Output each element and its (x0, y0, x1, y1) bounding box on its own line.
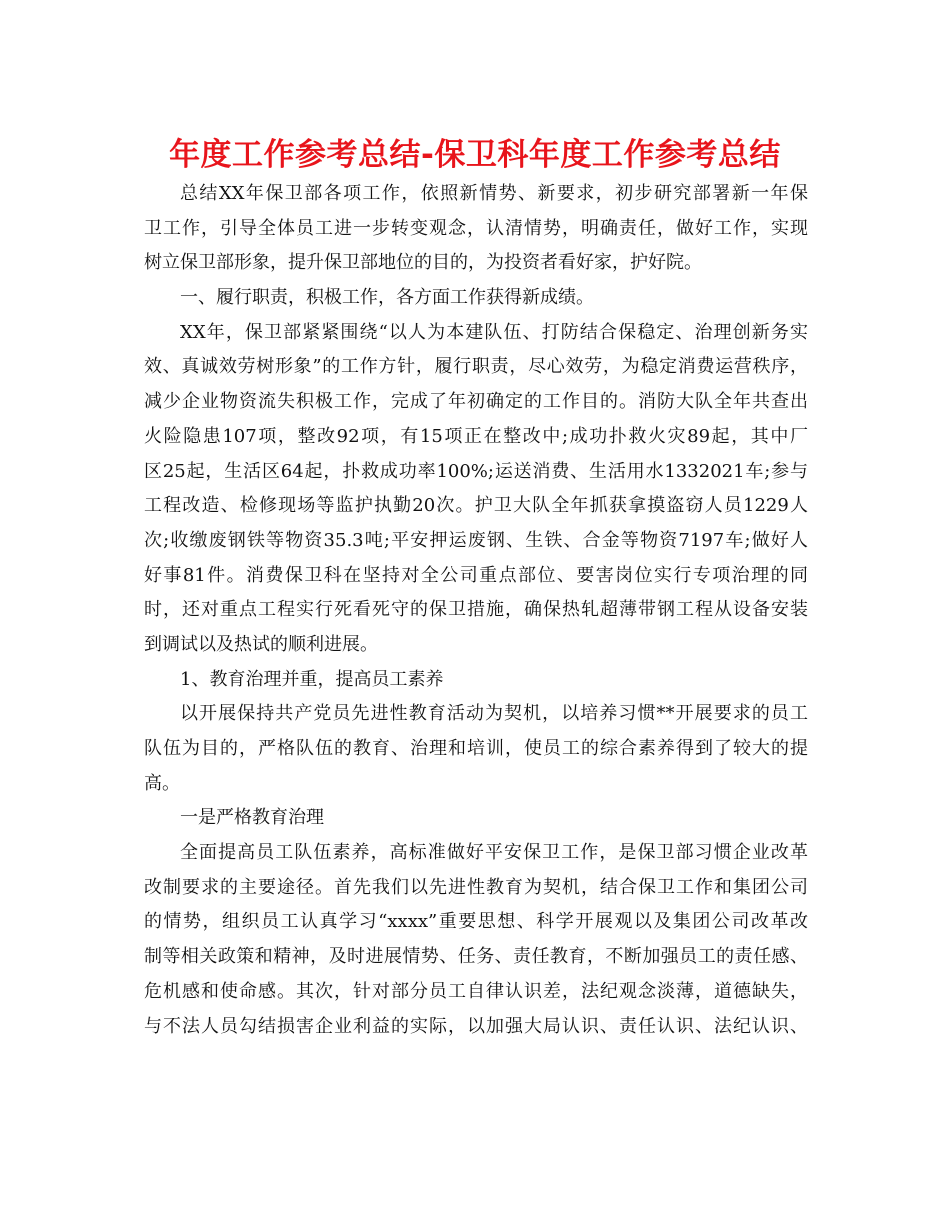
text-line: 到调试以及热试的顺利进展。 (144, 633, 378, 655)
text-line: 火险隐患107项，整改92项，有15项正在整改中;成功扑救火灾89起，其中厂 (144, 425, 808, 447)
text-line: 一、履行职责，积极工作，各方面工作获得新成绩。 (180, 287, 594, 309)
text-line: 总结XX年保卫部各项工作，依照新情势、新要求，初步研究部署新一年保 (180, 183, 808, 204)
text-line: 区25起，生活区64起，扑救成功率100%;运送消费、生活用水1332021车;参与 (144, 460, 808, 482)
text-line: 卫工作，引导全体员工进一步转变观念，认清情势，明确责任，做好工作，实现 (144, 217, 808, 239)
text-line: 危机感和使命感。其次，针对部分员工自律认识差，法纪观念淡薄，道德缺失， (144, 980, 808, 1002)
document-title: 年度工作参考总结-保卫科年度工作参考总结 (169, 137, 781, 173)
text-line: 高。 (144, 772, 180, 794)
text-line: 效、真诚效劳树形象”的工作方针，履行职责，尽心效劳，为稳定消费运营秩序， (144, 356, 808, 378)
text-line: 1、教育治理并重，提高员工素养 (180, 668, 444, 690)
text-line: XX年，保卫部紧紧围绕“以人为本建队伍、打防结合保稳定、治理创新务实 (180, 321, 808, 343)
text-line: 减少企业物资流失积极工作，完成了年初确定的工作目的。消防大队全年共查出 (144, 391, 808, 413)
text-line: 全面提高员工队伍素养，高标准做好平安保卫工作，是保卫部习惯企业改革 (180, 842, 808, 864)
text-line: 队伍为目的，严格队伍的教育、治理和培训，使员工的综合素养得到了较大的提 (144, 738, 808, 759)
text-line: 好事81件。消费保卫科在坚持对全公司重点部位、要害岗位实行专项治理的同 (144, 564, 808, 586)
text-line: 树立保卫部形象，提升保卫部地位的目的，为投资者看好家，护好院。 (144, 252, 702, 274)
text-line: 改制要求的主要途径。首先我们以先进性教育为契机，结合保卫工作和集团公司 (144, 876, 808, 898)
text-line: 与不法人员勾结损害企业利益的实际，以加强大局认识、责任认识、法纪认识、 (144, 1015, 808, 1037)
document-body (144, 177, 808, 1044)
text-line: 以开展保持共产党员先进性教育活动为契机，以培养习惯**开展要求的员工 (180, 703, 808, 725)
text-line: 工程改造、检修现场等监护执勤20次。护卫大队全年抓获拿摸盗窃人员1229人 (144, 495, 808, 517)
text-line: 制等相关政策和精神，及时进展情势、任务、责任教育，不断加强员工的责任感、 (144, 946, 808, 968)
text-line: 的情势，组织员工认真学习“xxxx”重要思想、科学开展观以及集团公司改革改 (144, 911, 808, 933)
text-line: 次;收缴废钢铁等物资35.3吨;平安押运废钢、生铁、合金等物资7197车;做好人 (144, 529, 808, 551)
text-line: 时，还对重点工程实行死看死守的保卫措施，确保热轧超薄带钢工程从设备安装 (144, 599, 808, 621)
text-line: 一是严格教育治理 (180, 807, 324, 829)
